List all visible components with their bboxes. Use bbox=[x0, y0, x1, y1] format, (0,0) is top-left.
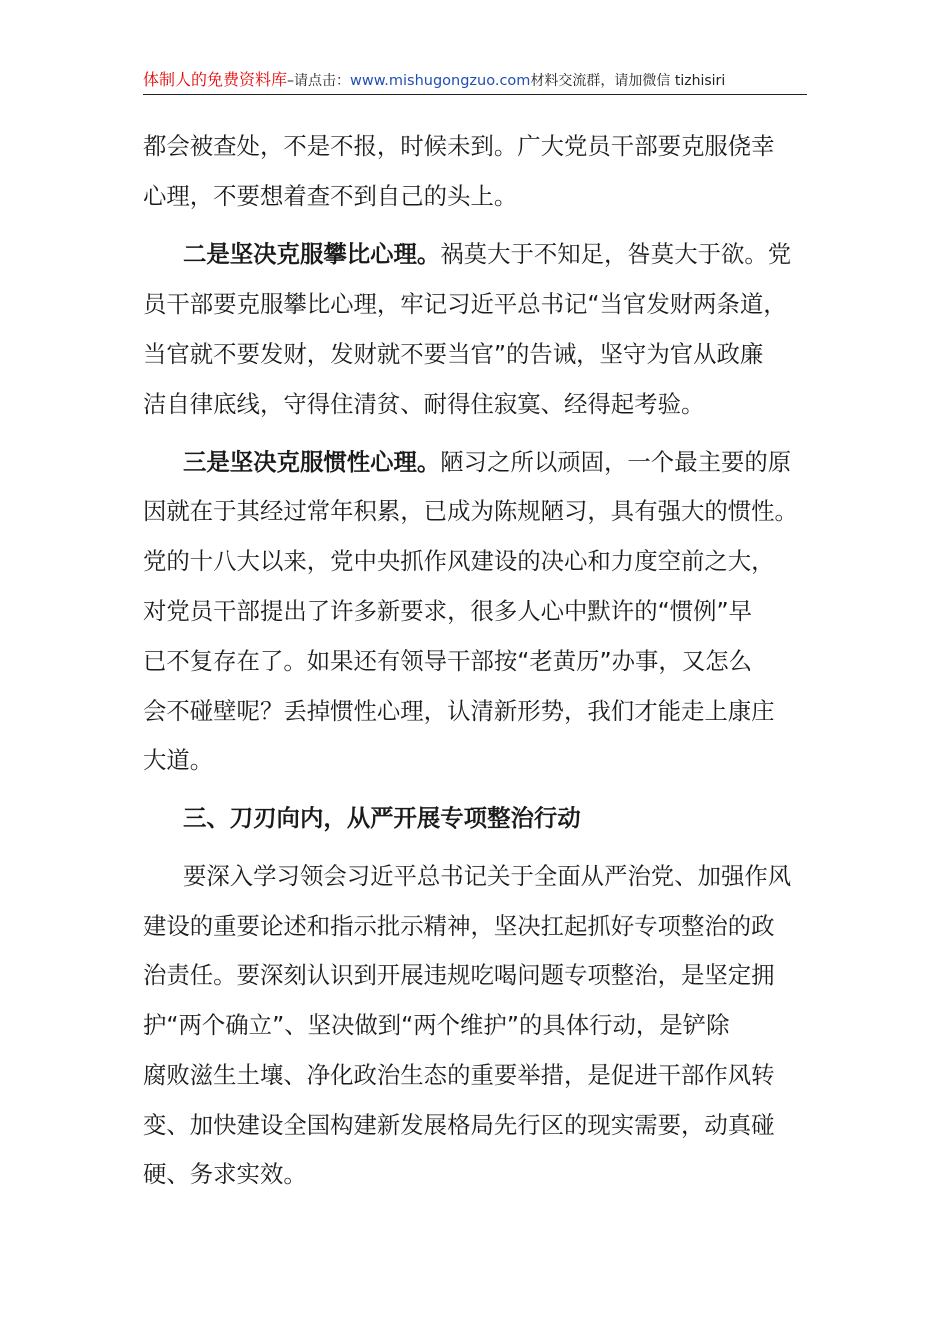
header-prompt: –请点击： bbox=[287, 73, 351, 89]
body-line: 心理，不要想着查不到自己的头上。 bbox=[143, 182, 518, 210]
body-line: 要深入学习领会习近平总书记关于全面从严治党、加强作风 bbox=[183, 862, 792, 890]
body-line: 大道。 bbox=[143, 746, 214, 774]
body-line: 洁自律底线，守得住清贫、耐得住寂寞、经得起考验。 bbox=[143, 390, 705, 418]
body-line: 会不碰壁呢？丢掉惯性心理，认清新形势，我们才能走上康庄 bbox=[143, 697, 775, 725]
body-line: 变、加快建设全国构建新发展格局先行区的现实需要，动真碰 bbox=[143, 1111, 775, 1139]
body-line: 治责任。要深刻认识到开展违规吃喝问题专项整治，是坚定拥 bbox=[143, 961, 775, 989]
body-line: 硬、务求实效。 bbox=[143, 1160, 307, 1188]
page-header bbox=[143, 68, 807, 95]
paragraph-two-first-line bbox=[183, 239, 791, 269]
body-line: 已不复存在了。如果还有领导干部按“老黄历”办事，又怎么 bbox=[143, 647, 752, 675]
body-line: 护“两个确立”、坚决做到“两个维护”的具体行动，是铲除 bbox=[143, 1011, 730, 1039]
body-line: 建设的重要论述和指示批示精神，坚决扛起抓好专项整治的政 bbox=[143, 912, 775, 940]
body-text: 陋习之所以顽固，一个最主要的原 bbox=[440, 448, 792, 476]
section-heading-three: 三、刀刃向内，从严开展专项整治行动 bbox=[183, 804, 581, 832]
header-group-text: 材料交流群，请加微信 tizhisiri bbox=[530, 73, 726, 89]
body-line: 因就在于其经过常年积累，已成为陈规陋习，具有强大的惯性。 bbox=[143, 497, 798, 525]
body-line: 都会被查处，不是不报，时候未到。广大党员干部要克服侥幸 bbox=[143, 132, 775, 160]
paragraph-three-first-line bbox=[183, 447, 791, 477]
body-line: 当官就不要发财，发财就不要当官”的告诫，坚守为官从政廉 bbox=[143, 340, 764, 368]
body-line: 员干部要克服攀比心理，牢记习近平总书记“当官发财两条道， bbox=[143, 290, 787, 318]
subheading-three: 三是坚决克服惯性心理。 bbox=[183, 448, 441, 476]
body-line: 腐败滋生土壤、净化政治生态的重要举措，是促进干部作风转 bbox=[143, 1061, 775, 1089]
subheading-two: 二是坚决克服攀比心理。 bbox=[183, 240, 441, 268]
site-name: 体制人的免费资料库 bbox=[143, 70, 288, 89]
body-text: 祸莫大于不知足，咎莫大于欲。党 bbox=[440, 240, 792, 268]
body-line: 党的十八大以来，党中央抓作风建设的决心和力度空前之大， bbox=[143, 547, 775, 575]
site-url-link[interactable]: www.mishugongzuo.com bbox=[350, 73, 531, 89]
body-line: 对党员干部提出了许多新要求，很多人心中默许的“惯例”早 bbox=[143, 597, 752, 625]
